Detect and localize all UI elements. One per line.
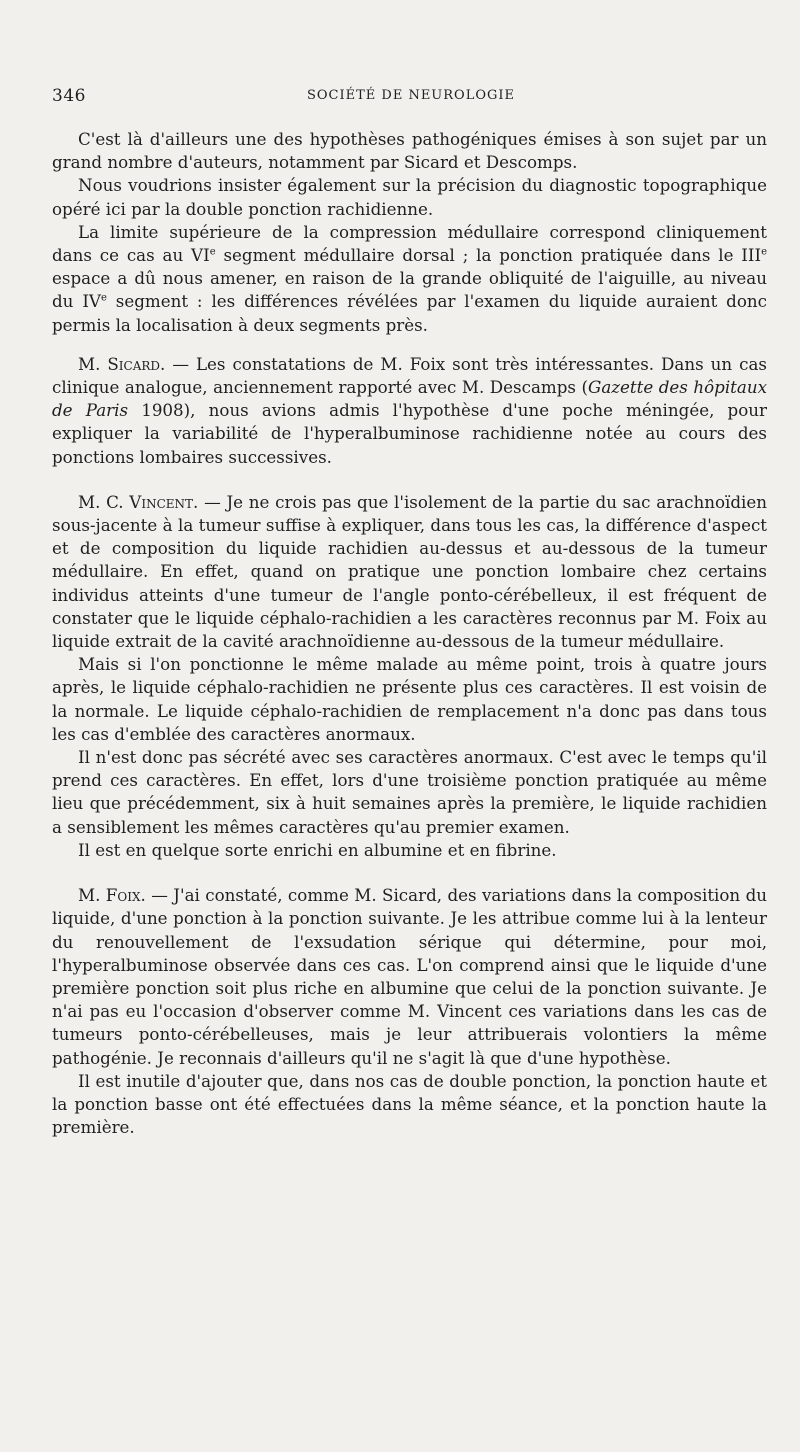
journal-title: Gazette des hôpitaux de Paris [52, 377, 767, 421]
text-segment: — Je ne crois pas que l'isolement de la partie du sac arachnoïdien sous-jacente à la tumeur suffise à expliquer, dans tous les cas, la différence d'aspect et de composition du liquide rachidien au-dessus et au-dessous de la tumeur médullaire. En effet, quand on pratique une ponction lombaire chez certains individus atteints d'une tumeur de l'angle ponto-cérébelleux, il est fréquent de constater que le liquide céphalo-rachidien a les caractères reconnus par M. Foix au liquide extrait de la cavité arachnoïdienne au-dessous de la tumeur médullaire. [52, 491, 767, 652]
spacer [52, 862, 767, 884]
speaker-name: M. Sicard. [78, 353, 166, 374]
paragraph-10: Il est inutile d'ajouter que, dans nos cas de double ponction, la ponction haute et la ponction basse ont été effectuées dans la même séance, et la ponction haute la première. [52, 1070, 767, 1138]
running-title: SOCIÉTÉ DE NEUROLOGIE [306, 88, 516, 103]
text-segment: segment médullaire dorsal ; la ponction pratiquée dans le III [215, 245, 762, 266]
text-segment: — J'ai constaté, comme M. Sicard, des variations dans la composition du liquide, d'une ponction à la ponction suivante. Je les attribue comme lui à la lenteur du renouvellement de l'exsudation sérique qui détermine, pour moi, l'hyperalbuminose observée dans ces cas. L'on comprend ainsi que le liquide d'une première ponction soit plus riche en albumine que celui de la ponction suivante. Je n'ai pas eu l'occasion d'observer comme M. Vincent ces variations dans les cas de tumeurs ponto-cérébelleuses, mais je leur attribuerais volontiers la même pathogénie. Je reconnais d'ailleurs qu'il ne s'agit là que d'une hypothèse. [52, 885, 767, 1068]
paragraph-vincent [52, 491, 767, 653]
paragraph-7: Il n'est donc pas sécrété avec ses caractères anormaux. C'est avec le temps qu'il prend ces caractères. En effet, lors d'une troisième ponction pratiquée au même lieu que précédemment, six à huit semaines après la première, le liquide rachidien a sensiblement les mêmes caractères qu'au premier examen. [52, 747, 767, 837]
spacer [52, 337, 767, 353]
superscript: e [209, 246, 216, 258]
text-segment: espace a dû nous amener, en raison de la grande obliquité de l'aiguille, au niveau du IV [52, 268, 767, 312]
text-segment: — Les constatations de M. Foix sont très intéressantes. Dans un cas clinique analogue, anciennement rapporté avec M. Descamps ( [52, 353, 767, 398]
text-segment: 1908), nous avions admis l'hypothèse d'une poche méningée, pour expliquer la variabilité de l'hyperalbuminose rachidienne notée au cours des ponctions lombaires successives. [52, 400, 767, 467]
speaker-name: M. Foix. [78, 885, 146, 906]
page-header [52, 86, 770, 108]
text-segment: La limite supérieure de la compression médullaire correspond cliniquement dans ce cas au VI [52, 221, 767, 266]
speaker-name: M. C. Vincent. [78, 491, 199, 512]
spacer [52, 469, 767, 491]
superscript: e [100, 292, 107, 304]
paragraph-6: Mais si l'on ponctionne le même malade au même point, trois à quatre jours après, le liquide céphalo-rachidien ne présente plus ces caractères. Il est voisin de la normale. Le liquide céphalo-rachidien de remplacement n'a donc pas dans tous les cas d'emblée des caractères anormaux. [52, 654, 767, 744]
paragraph-8: Il est en quelque sorte enrichi en albumine et en fibrine. [78, 839, 557, 860]
paragraph-1: C'est là d'ailleurs une des hypothèses pathogéniques émises à son sujet par un grand nombre d'auteurs, notamment par Sicard et Descomps. [52, 129, 767, 173]
page-number: 346 [52, 86, 86, 106]
text-segment: segment : les différences révélées par l'examen du liquide auraient donc permis la localisation à deux segments près. [52, 291, 767, 335]
paragraph-2: Nous voudrions insister également sur la précision du diagnostic topographique opéré ici par la double ponction rachidienne. [52, 175, 767, 219]
superscript: e [761, 246, 767, 258]
paragraph-foix [52, 884, 767, 1070]
paragraph-sicard [52, 353, 767, 469]
article-body [52, 128, 767, 1139]
paragraph-3 [52, 221, 767, 337]
